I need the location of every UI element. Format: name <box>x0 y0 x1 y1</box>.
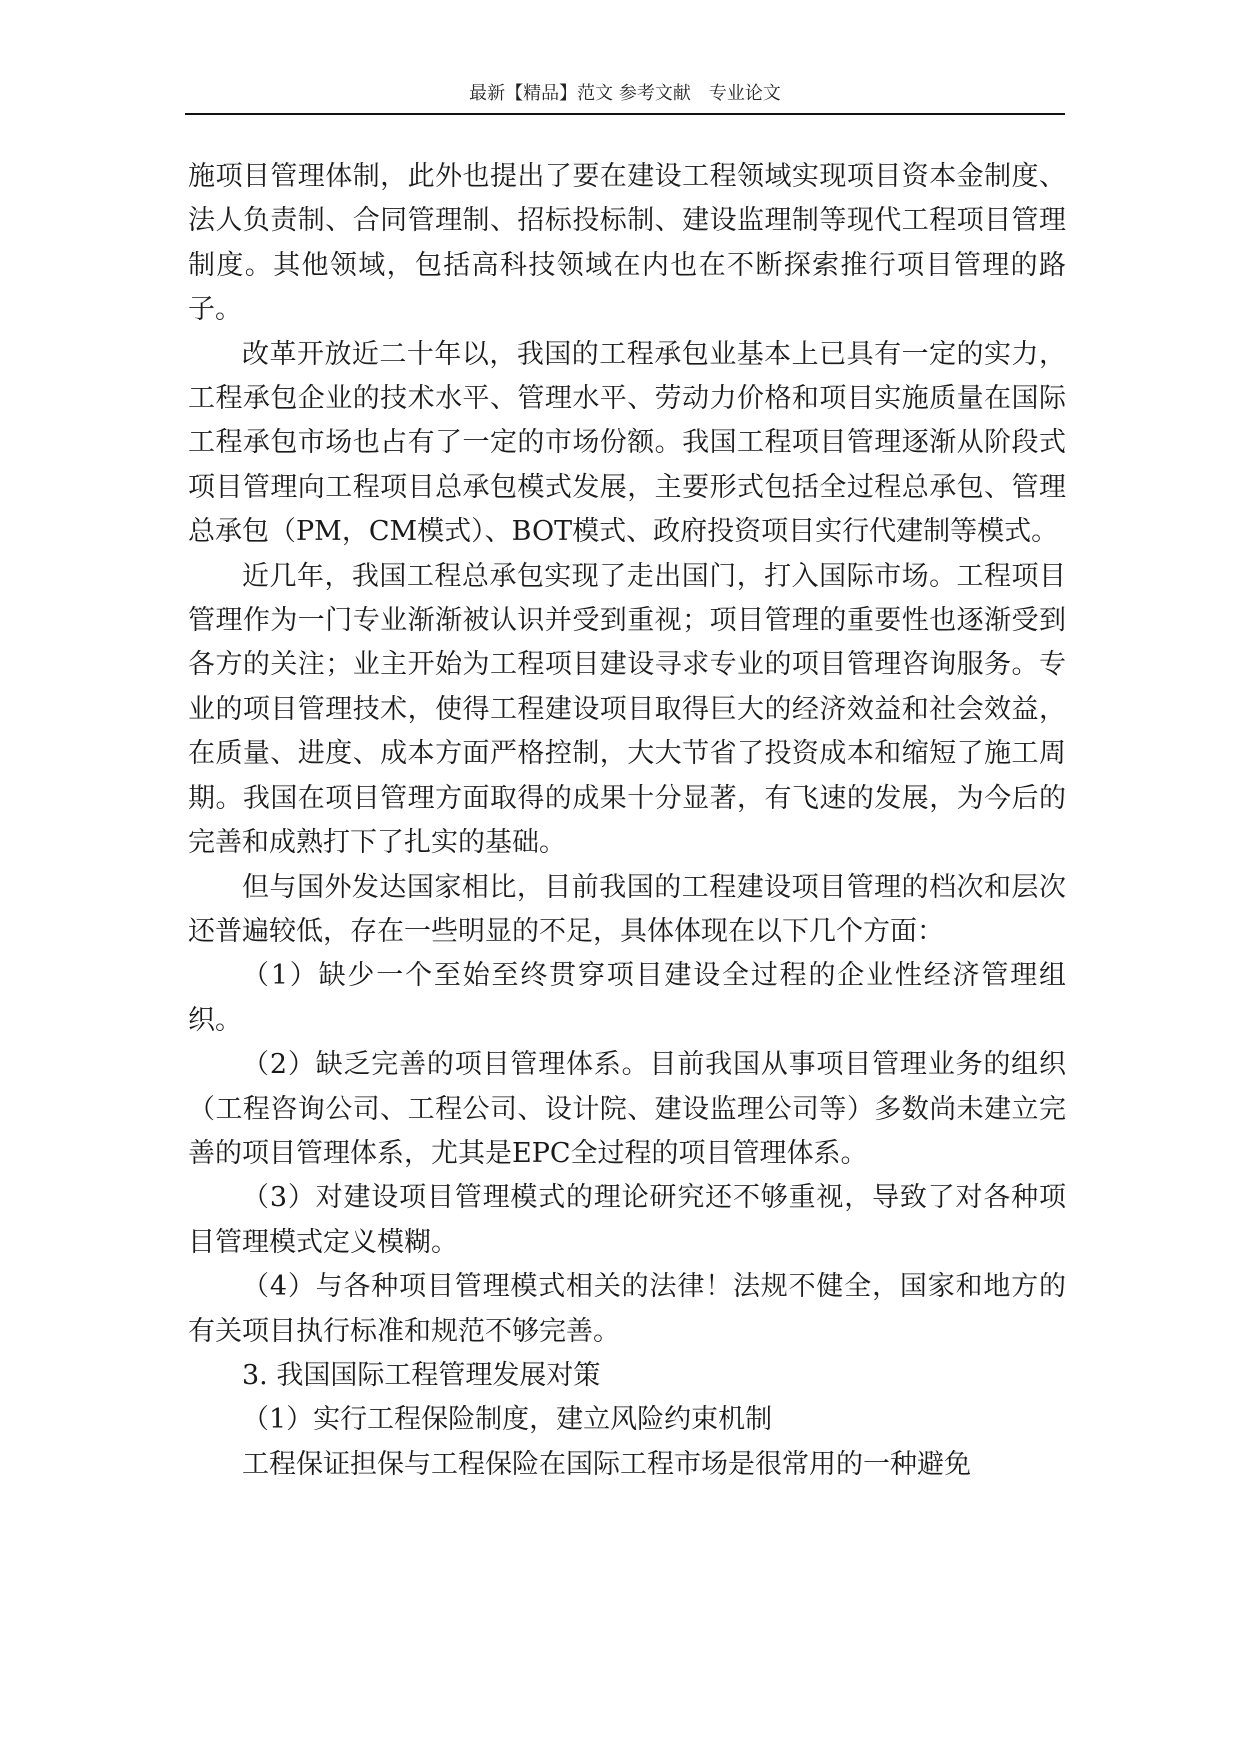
list-item: （2）缺乏完善的项目管理体系。目前我国从事项目管理业务的组织（工程咨询公司、工程公司、设计院、建设监理公司等）多数尚未建立完善的项目管理体系，尤其是EPC全过程的项目管理体系。 <box>188 1049 1066 1169</box>
list-item: （3）对建设项目管理模式的理论研究还不够重视，导致了对各种项目管理模式定义模糊。 <box>188 1182 1066 1258</box>
paragraph: 改革开放近二十年以，我国的工程承包业基本上已具有一定的实力，工程承包企业的技术水平、管理水平、劳动力价格和项目实施质量在国际工程承包市场也占有了一定的市场份额。我国工程项目管理逐渐从阶段式项目管理向工程项目总承包模式发展，主要形式包括全过程总承包、管理总承包（PM，CM模式）、BOT模式、政府投资项目实行代建制等模式。 <box>188 338 1066 548</box>
paragraph: 但与国外发达国家相比，目前我国的工程建设项目管理的档次和层次还普遍较低，存在一些明显的不足，具体体现在以下几个方面： <box>188 871 1066 947</box>
subsection-heading: （1）实行工程保险制度，建立风险约束机制 <box>242 1404 773 1436</box>
paragraph: 近几年，我国工程总承包实现了走出国门，打入国际市场。工程项目管理作为一门专业渐渐被认识并受到重视；项目管理的重要性也逐渐受到各方的关注；业主开始为工程项目建设寻求专业的项目管理咨询服务。专业的项目管理技术，使得工程建设项目取得巨大的经济效益和社会效益，在质量、进度、成本方面严格控制，大大节省了投资成本和缩短了施工周期。我国在项目管理方面取得的成果十分显著，有飞速的发展，为今后的完善和成熟打下了扎实的基础。 <box>188 560 1066 859</box>
page-header: 最新【精品】范文 参考文献 专业论文 <box>469 83 781 104</box>
document-body <box>188 155 1066 1487</box>
paragraph: 施项目管理体制，此外也提出了要在建设工程领域实现项目资本金制度、法人负责制、合同管理制、招标投标制、建设监理制等现代工程项目管理制度。其他领域，包括高科技领域在内也在不断探索推行项目管理的路子。 <box>188 161 1066 326</box>
section-heading: 3. 我国国际工程管理发展对策 <box>242 1359 601 1391</box>
list-item: （1）缺少一个至始至终贯穿项目建设全过程的企业性经济管理组织。 <box>188 960 1066 1036</box>
paragraph: 工程保证担保与工程保险在国际工程市场是很常用的一种避免 <box>242 1448 971 1480</box>
list-item: （4）与各种项目管理模式相关的法律！法规不健全，国家和地方的有关项目执行标准和规范不够完善。 <box>188 1271 1066 1347</box>
header-divider <box>185 113 1065 115</box>
